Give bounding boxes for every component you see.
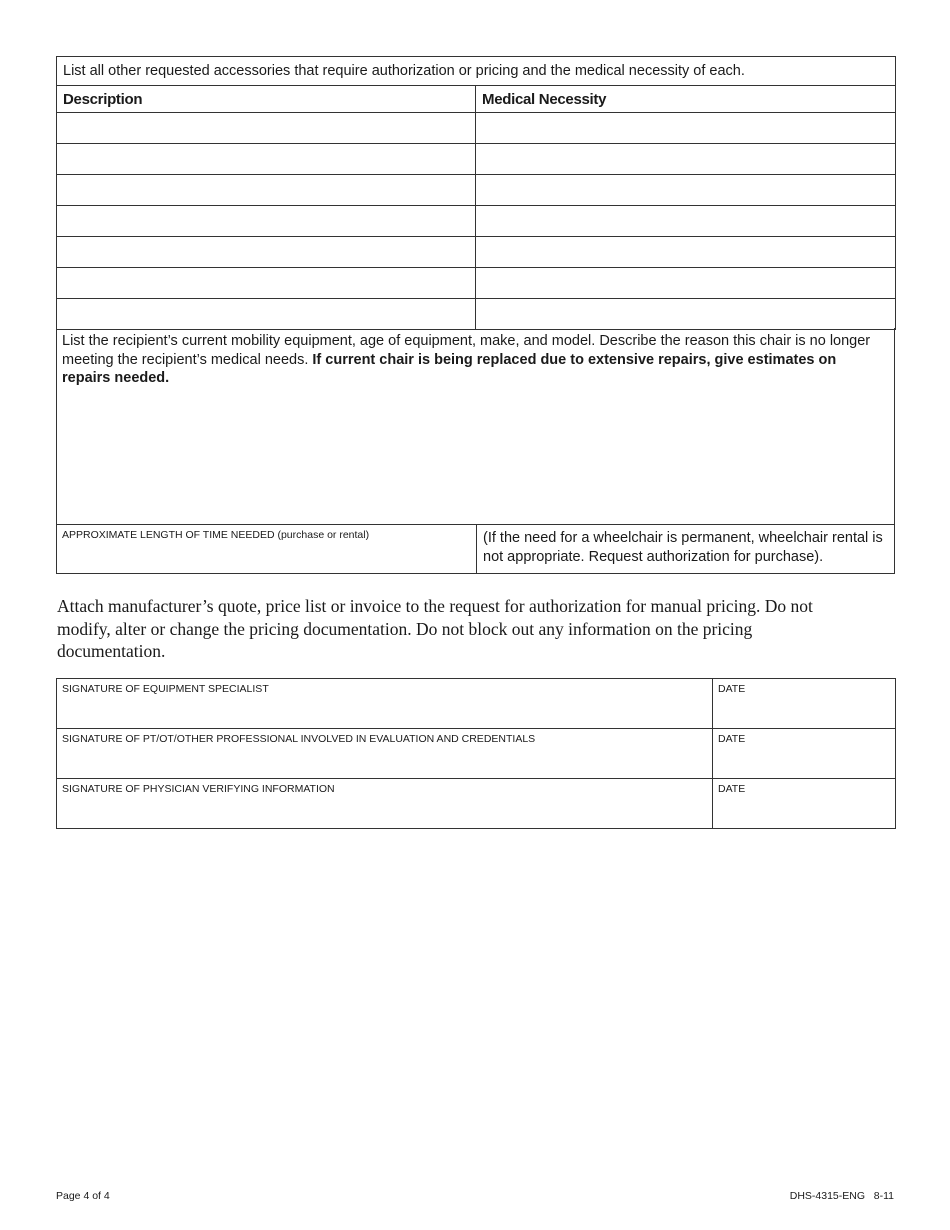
- medical-necessity-input[interactable]: [476, 268, 895, 298]
- table-row: [57, 175, 896, 206]
- medical-necessity-input[interactable]: [476, 175, 895, 205]
- description-input[interactable]: [57, 237, 475, 267]
- table-row: [57, 268, 896, 299]
- professional-date-field[interactable]: [718, 753, 894, 775]
- form-id: DHS-4315-ENG 8-11: [789, 1190, 894, 1202]
- date-label: DATE: [718, 733, 746, 745]
- signature-row: [57, 679, 896, 729]
- table-row: [57, 237, 896, 268]
- signature-table: [56, 678, 896, 829]
- mobility-prompt-text: List the recipient’s current mobility equipment, age of equipment, make, and model. Describe the reason this chair is no longer meeting the recipient’s medical needs.: [62, 333, 871, 368]
- professional-signature-field[interactable]: [62, 753, 711, 775]
- time-needed-row: [56, 524, 895, 574]
- physician-signature-label: SIGNATURE OF PHYSICIAN VERIFYING INFORMATION: [62, 783, 335, 795]
- rental-note: (If the need for a wheelchair is permanent, wheelchair rental is not appropriate. Request authorization for purchase).: [483, 530, 883, 565]
- signature-cell: [57, 779, 713, 829]
- signature-cell: [57, 729, 713, 779]
- table-row: [57, 299, 896, 330]
- signature-row: [57, 729, 896, 779]
- mobility-equipment-section: [56, 328, 895, 525]
- description-header: Description: [57, 86, 476, 113]
- description-input[interactable]: [57, 268, 475, 298]
- table-row: [57, 113, 896, 144]
- medical-necessity-input[interactable]: [476, 237, 895, 267]
- date-cell: [713, 679, 896, 729]
- medical-necessity-input[interactable]: [476, 299, 895, 329]
- professional-signature-label: SIGNATURE OF PT/OT/OTHER PROFESSIONAL INVOLVED IN EVALUATION AND CREDENTIALS: [62, 733, 536, 745]
- medical-necessity-input[interactable]: [476, 113, 895, 143]
- accessories-table: [56, 56, 896, 330]
- mobility-prompt-bold: If current chair is being replaced due to extensive repairs, give estimates on repairs needed.: [62, 351, 837, 386]
- equipment-specialist-date-field[interactable]: [718, 703, 894, 725]
- description-input[interactable]: [57, 175, 475, 205]
- time-needed-cell: [57, 525, 477, 573]
- signature-cell: [57, 679, 713, 729]
- date-cell: [713, 779, 896, 829]
- time-needed-label: APPROXIMATE LENGTH OF TIME NEEDED (purchase or rental): [62, 529, 370, 541]
- physician-signature-field[interactable]: [62, 803, 711, 825]
- medical-necessity-input[interactable]: [476, 144, 895, 174]
- description-input[interactable]: [57, 144, 475, 174]
- mobility-equipment-textarea[interactable]: [62, 392, 892, 520]
- time-needed-input[interactable]: [62, 547, 471, 571]
- medical-necessity-input[interactable]: [476, 206, 895, 236]
- signature-row: [57, 779, 896, 829]
- description-input[interactable]: [57, 299, 475, 329]
- date-cell: [713, 729, 896, 779]
- attach-pricing-note: Attach manufacturer’s quote, price list or invoice to the request for authorization for manual pricing. Do not modify, alter or change the pricing documentation. Do not block out any information on the pricing documentation.: [57, 596, 813, 661]
- description-input[interactable]: [57, 113, 475, 143]
- physician-date-field[interactable]: [718, 803, 894, 825]
- table-row: [57, 144, 896, 175]
- medical-necessity-header: Medical Necessity: [476, 86, 896, 113]
- description-input[interactable]: [57, 206, 475, 236]
- equipment-specialist-signature-field[interactable]: [62, 703, 711, 725]
- date-label: DATE: [718, 783, 746, 795]
- page-number: Page 4 of 4: [56, 1190, 110, 1202]
- equipment-specialist-signature-label: SIGNATURE OF EQUIPMENT SPECIALIST: [62, 683, 269, 695]
- table-row: [57, 206, 896, 237]
- date-label: DATE: [718, 683, 746, 695]
- accessories-intro: List all other requested accessories that require authorization or pricing and the medical necessity of each.: [57, 57, 896, 86]
- mobility-prompt: [62, 332, 882, 388]
